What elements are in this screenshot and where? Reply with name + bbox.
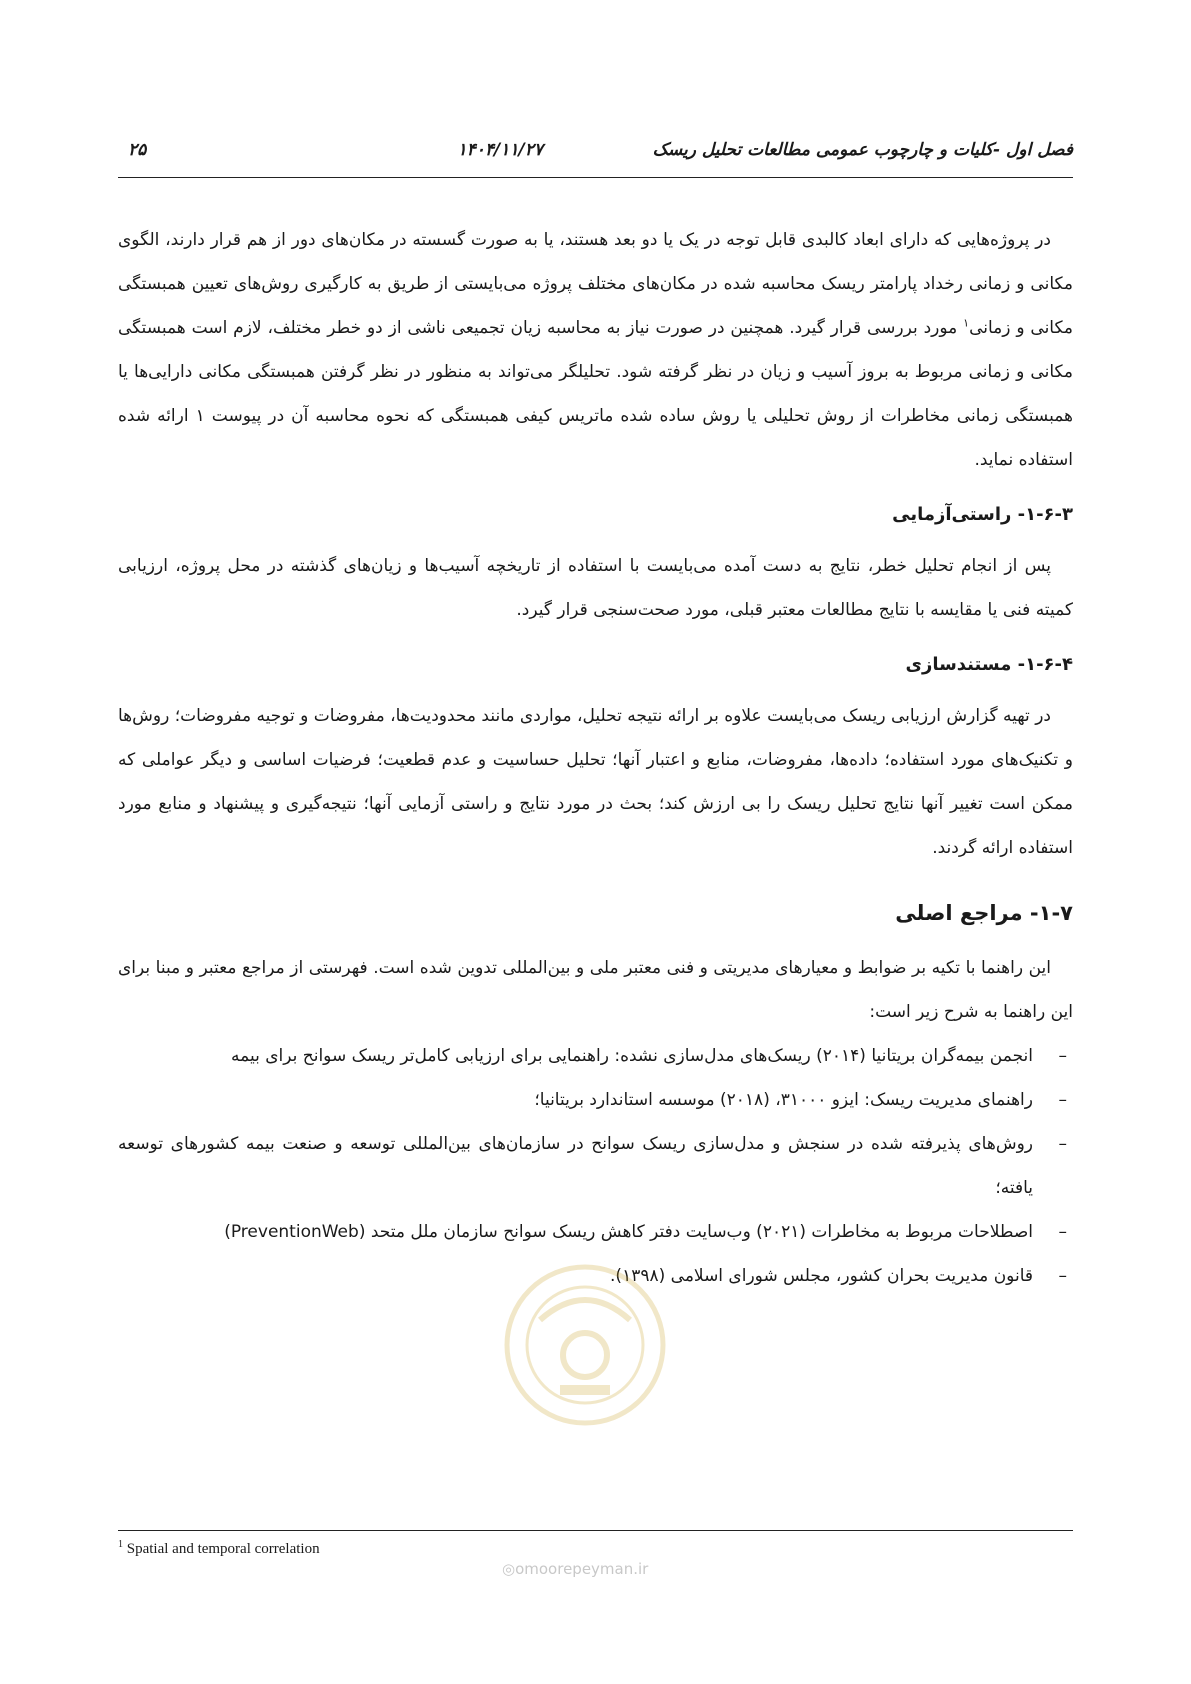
chapter-title: فصل اول -کلیات و چارچوب عمومی مطالعات تحلیل ریسک xyxy=(652,140,1073,160)
footnote-marker: 1 xyxy=(118,1539,123,1550)
reference-text: قانون مدیریت بحران کشور، مجلس شورای اسلامی (۱۳۹۸). xyxy=(610,1266,1033,1286)
footnote-rule xyxy=(118,1530,1073,1531)
watermark-site-text xyxy=(502,1560,648,1578)
page-number: ۲۵ xyxy=(128,140,147,160)
header-rule xyxy=(118,177,1073,178)
bullet-dash: – xyxy=(1058,1222,1067,1242)
references-intro-paragraph: این راهنما با تکیه بر ضوابط و معیارهای مدیریتی و فنی معتبر ملی و بین‌المللی تدوین شده است. فهرستی از مراجع معتبر و مبنا برای این راهنما به شرح زیر است: xyxy=(118,958,1073,1022)
reference-item xyxy=(118,1078,1073,1122)
bullet-dash: – xyxy=(1058,1134,1067,1154)
reference-text: راهنمای مدیریت ریسک: ایزو ۳۱۰۰۰، (۲۰۱۸) موسسه استاندارد بریتانیا؛ xyxy=(534,1090,1033,1110)
section-heading-documentation: ۱-۶-۴- مستندسازی xyxy=(905,654,1073,675)
watermark-site-name: omoorepeyman.ir xyxy=(515,1560,649,1578)
footnote xyxy=(118,1541,320,1558)
header-date: ۱۴۰۴/۱۱/۲۷ xyxy=(457,140,543,160)
publisher-seal-icon xyxy=(500,1260,670,1430)
bullet-dash: – xyxy=(1058,1090,1067,1110)
page-body xyxy=(118,218,1073,1298)
reference-item xyxy=(118,1034,1073,1078)
intro-paragraph xyxy=(118,218,1073,482)
footnote-reference: ۱ xyxy=(963,316,970,330)
documentation-paragraph: در تهیه گزارش ارزیابی ریسک می‌بایست علاوه بر ارائه نتیجه تحلیل، مواردی مانند محدودیت‌ها، مفروضات و توجیه مفروضات؛ روش‌ها و تکنیک‌های مورد استفاده؛ داده‌ها، مفروضات، منابع و اعتبار آنها؛ تحلیل حساسیت و عدم قطعیت؛ فرضیات اساسی و دیگر عواملی که ممکن است تغییر آنها نتایج تحلیل ریسک را بی ارزش کند؛ بحث در مورد نتایج و راستی آزمایی آنها؛ نتیجه‌گیری و پیشنهاد و منابع مورد استفاده ارائه گردند. xyxy=(118,706,1073,858)
reference-item xyxy=(118,1122,1073,1210)
section-heading-references: ۱-۷- مراجع اصلی xyxy=(895,901,1073,925)
intro-text-part-2: مورد بررسی قرار گیرد. همچنین در صورت نیاز به محاسبه زیان تجمیعی ناشی از دو خطر مختلف، لازم است همبستگی مکانی و زمانی مربوط به بروز آسیب و زیان در نظر گرفته شود. تحلیلگر می‌تواند به منظور در نظر گرفتن همبستگی مکانی دارایی‌ها یا همبستگی زمانی مخاطرات از روش تحلیلی یا روش ساده شده ماتریس کیفی همبستگی که نحوه محاسبه آن در پیوست ۱ ارائه شده استفاده نماید. xyxy=(118,318,1073,470)
bullet-dash: – xyxy=(1058,1046,1067,1066)
reference-item xyxy=(118,1210,1073,1254)
reference-text: اصطلاحات مربوط به مخاطرات (۲۰۲۱) وب‌سایت دفتر کاهش ریسک سوانح سازمان ملل متحد (PreventionWeb) xyxy=(224,1222,1033,1242)
reference-text: روش‌های پذیرفته شده در سنجش و مدل‌سازی ریسک سوانح در سازمان‌های بین‌المللی توسعه و صنعت بیمه کشورهای توسعه یافته؛ xyxy=(118,1134,1033,1198)
footnote-text: Spatial and temporal correlation xyxy=(126,1541,320,1557)
intro-text-part-1: در پروژه‌هایی که دارای ابعاد کالبدی قابل توجه در یک یا دو بعد هستند، یا به صورت گسسته در مکان‌های دور از هم قرار دارند، الگوی مکانی و زمانی رخداد پارامتر ریسک محاسبه شده در مکان‌های مختلف پروژه می‌بایستی از طریق به کارگیری روش‌های تعیین همبستگی مکانی و زمانی xyxy=(118,230,1073,338)
references-list xyxy=(118,1034,1073,1298)
section-heading-validation: ۱-۶-۳- راستی‌آزمایی xyxy=(892,504,1073,525)
running-header xyxy=(118,140,1073,170)
validation-paragraph: پس از انجام تحلیل خطر، نتایج به دست آمده می‌بایست با استفاده از تاریخچه آسیب‌ها و زیان‌های گذشته در محل پروژه، ارزیابی کمیته فنی یا مقایسه با نتایج مطالعات معتبر قبلی، مورد صحت‌سنجی قرار گیرد. xyxy=(118,556,1073,620)
watermark-logo-icon: ◎ xyxy=(502,1560,516,1578)
bullet-dash: – xyxy=(1058,1266,1067,1286)
reference-text: انجمن بیمه‌گران بریتانیا (۲۰۱۴) ریسک‌های مدل‌سازی نشده: راهنمایی برای ارزیابی کامل‌تر ریسک سوانح برای بیمه xyxy=(231,1046,1033,1066)
